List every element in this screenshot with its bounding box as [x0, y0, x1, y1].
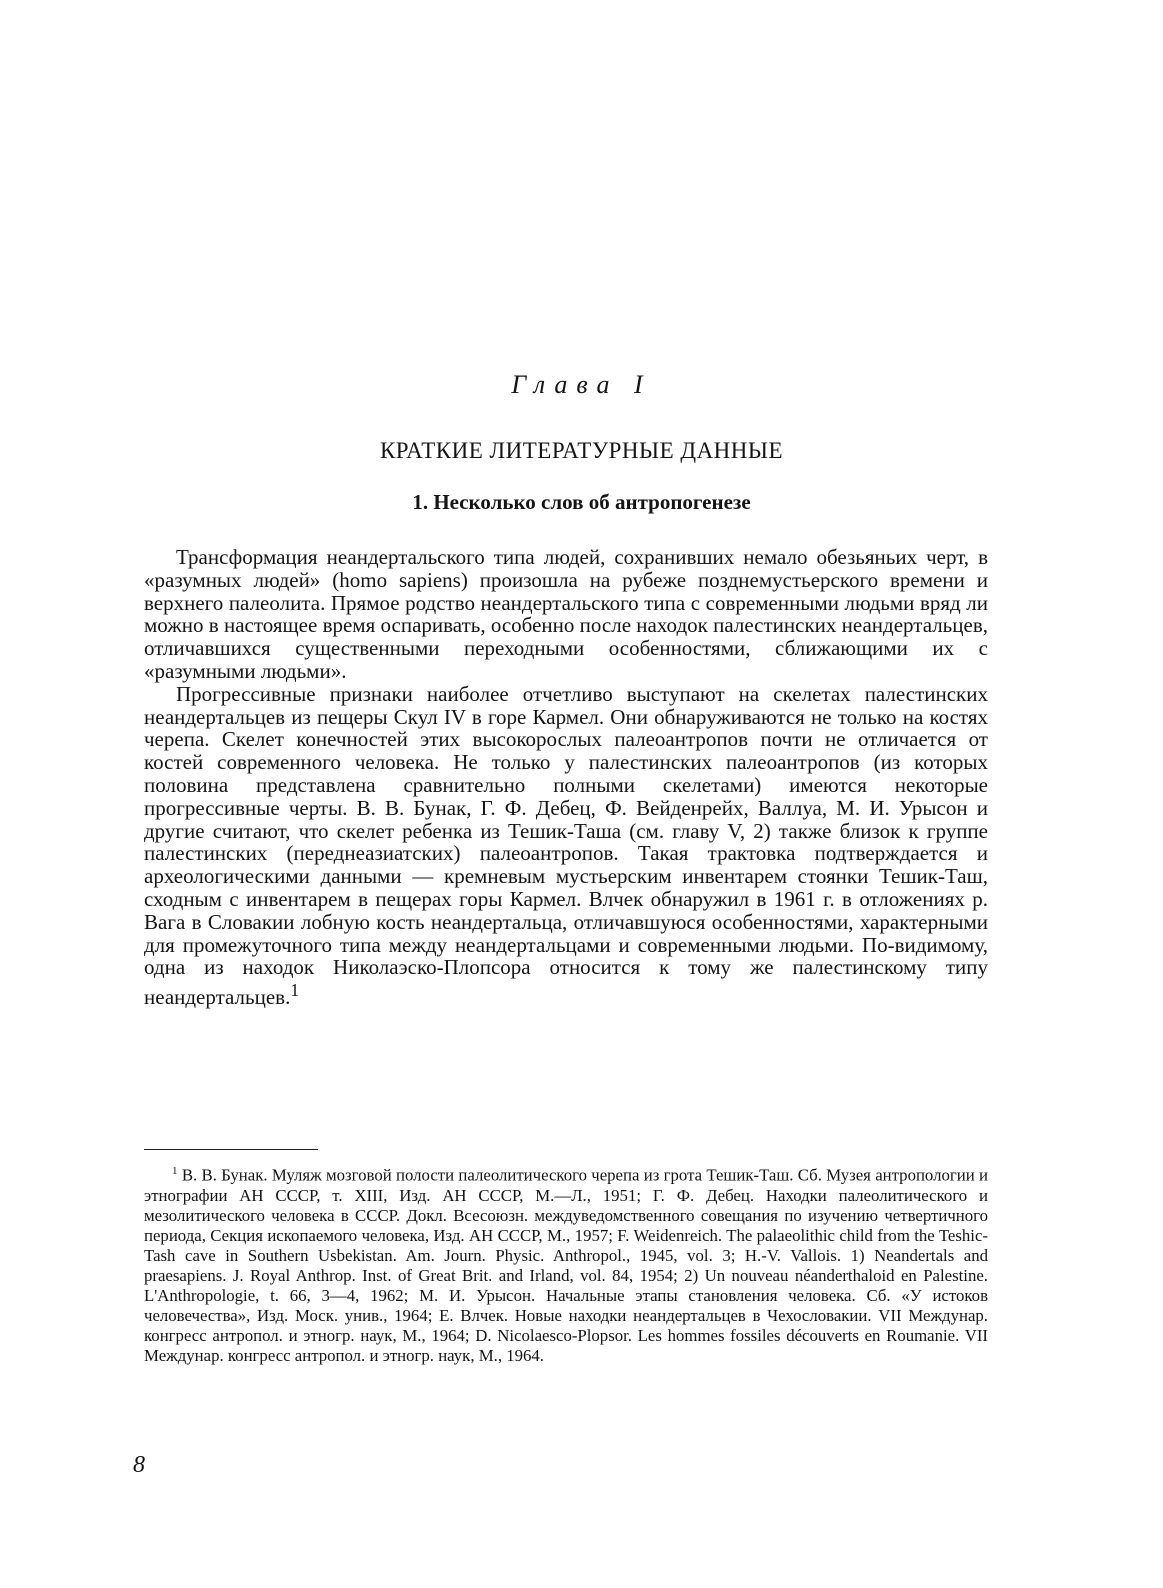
footnote-marker: 1 [172, 1165, 178, 1177]
section-title: 1. Несколько слов об антропогенезе [412, 490, 751, 514]
body-text [144, 546, 988, 1009]
footnote-reference: 1 [290, 980, 300, 1001]
chapter-title: КРАТКИЕ ЛИТЕРАТУРНЫЕ ДАННЫЕ [379, 438, 784, 463]
footnote [144, 1161, 988, 1366]
page-number: 8 [133, 1452, 145, 1478]
chapter-label: Глава I [511, 370, 652, 399]
paragraph [144, 683, 988, 1009]
footnote-divider [144, 1149, 318, 1150]
paragraph-text: Прогрессивные признаки наиболее отчетливо выступают на скелетах палестинских неандертальцев из пещеры Скул IV в горе Кармел. Они обнаруживаются не только на костях черепа. Скелет конечностей этих высокорослых палеоантропов почти не отличается от костей современного человека. Не только у палестинских палеоантропов (из которых половина представлена сравнительно полными скелетами) имеются некоторые прогрессивные черты. В. В. Бунак, Г. Ф. Дебец, Ф. Вейденрейх, Валлуа, М. И. Урысон и другие считают, что скелет ребенка из Тешик-Таша (см. главу V, 2) также близок к группе палестинских (переднеазиатских) палеоантропов. Такая трактовка подтверждается и археологическими данными — кремневым мустьерским инвентарем стоянки Тешик-Таш, сходным с инвентарем в пещерах горы Кармел. Влчек обнаружил в 1961 г. в отложениях р. Вага в Словакии лобную кость неандертальца, отличавшуюся особенностями, характерными для промежуточного типа между неандертальцами и современными людьми. По-видимому, одна из находок Николаэско-Плопсора относится к тому же палестинскому типу неандертальцев. [144, 681, 988, 1010]
footnotes [144, 1161, 988, 1366]
paragraph: Трансформация неандертальского типа людей, сохранивших немало обезьяньих черт, в «разумных людей» (homo sapiens) произошла на рубеже позднемустьерского времени и верхнего палеолита. Прямое родство неандертальского типа с современными людьми вряд ли можно в настоящее время оспаривать, особенно после находок палестинских неандертальцев, отличавшихся существенными переходными особенностями, сближающими их с «разумными людьми». [144, 545, 988, 683]
footnote-text: В. В. Бунак. Муляж мозговой полости палеолитического черепа из грота Тешик-Таш. Сб. Музея антропологии и этнографии АН СССР, т. XIII, Изд. АН СССР, М.—Л., 1951; Г. Ф. Дебец. Находки палеолитического и мезолитического человека в СССР. Докл. Всесоюзн. междуведомственного совещания по изучению четвертичного периода, Секция ископаемого человека, Изд. АН СССР, М., 1957; F. Weidenreich. The palaeolithic child from the Teshic-Tash cave in Southern Usbekistan. Am. Journ. Physic. Anthropol., 1945, vol. 3; H.-V. Vallois. 1) Neandertals and praesapiens. J. Royal Anthrop. Inst. of Great Brit. and Irland, vol. 84, 1954; 2) Un nouveau néanderthaloid en Palestine. L'Anthropologie, t. 66, 3—4, 1962; М. И. Урысон. Начальные этапы становления человека. Сб. «У истоков человечества», Изд. Моск. унив., 1964; Е. Влчек. Новые находки неандертальцев в Чехословакии. VII Междунар. конгресс антропол. и этногр. наук, М., 1964; D. Nicolaesco-Plopsor. Les hommes fossiles découverts en Roumanie. VII Междунар. конгресс антропол. и этногр. наук, М., 1964. [144, 1165, 988, 1365]
